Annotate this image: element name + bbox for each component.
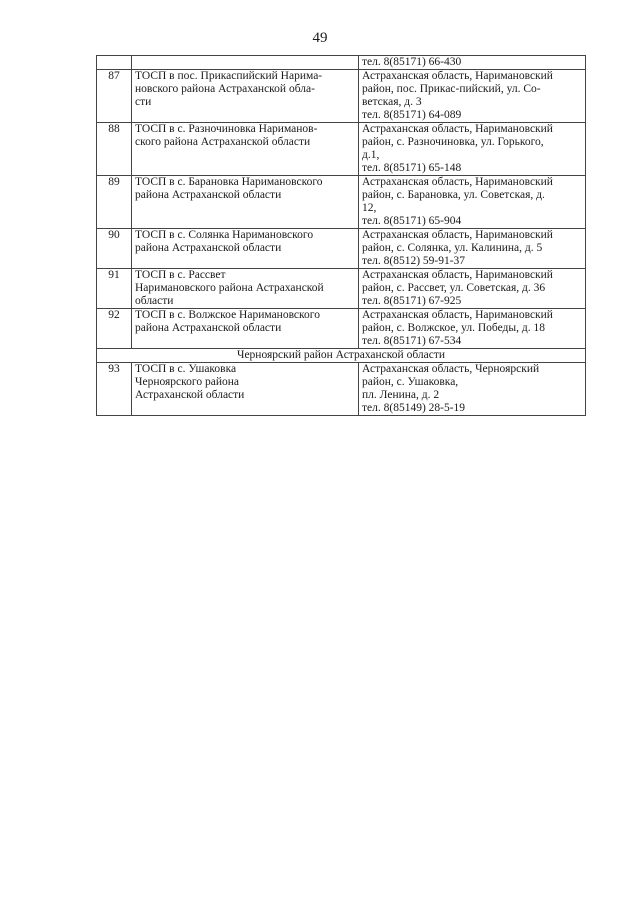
address-line: тел. 8(85171) 66-430 [362, 56, 462, 68]
table-row [97, 70, 586, 123]
organization-address [359, 70, 586, 123]
table-row [97, 229, 586, 269]
address-line: пл. Ленина, д. 2 [362, 389, 440, 401]
row-number: 91 [97, 269, 132, 309]
row-number: 87 [97, 70, 132, 123]
organization-address [359, 56, 586, 70]
name-line: ТОСП в пос. Прикаспийский Нарима- [135, 70, 323, 82]
address-line: район, с. Разночиновка, ул. Горького, [362, 136, 544, 148]
name-line: ТОСП в с. Ушаковка [135, 363, 237, 375]
address-line: тел. 8(8512) 59-91-37 [362, 255, 466, 267]
address-line: район, пос. Прикас-пийский, ул. Со- [362, 83, 541, 95]
name-line: Астраханской области [135, 389, 245, 401]
organization-name [132, 309, 359, 349]
row-number: 89 [97, 176, 132, 229]
organization-name [132, 56, 359, 70]
table-row [97, 309, 586, 349]
organization-name [132, 123, 359, 176]
page-number: 49 [312, 30, 328, 46]
name-line: района Астраханской области [135, 322, 282, 334]
organization-name [132, 363, 359, 416]
address-line: район, с. Барановка, ул. Советская, д. [362, 189, 545, 201]
organization-address [359, 123, 586, 176]
address-line: Астраханская область, Наримановский [362, 229, 553, 241]
table-row [97, 176, 586, 229]
table-row [97, 56, 586, 70]
name-line: района Астраханской области [135, 242, 282, 254]
organization-address [359, 363, 586, 416]
name-line: Черноярского района [135, 376, 239, 388]
address-line: Астраханская область, Наримановский [362, 123, 553, 135]
address-line: тел. 8(85149) 28-5-19 [362, 402, 466, 414]
name-line: района Астраханской области [135, 189, 282, 201]
address-line: Астраханская область, Наримановский [362, 269, 553, 281]
address-line: район, с. Волжское, ул. Победы, д. 18 [362, 322, 545, 334]
address-line: ветская, д. 3 [362, 96, 422, 108]
row-number: 92 [97, 309, 132, 349]
organization-name [132, 229, 359, 269]
address-line: Астраханская область, Наримановский [362, 309, 553, 321]
row-number: 90 [97, 229, 132, 269]
address-line: тел. 8(85171) 65-904 [362, 215, 462, 227]
name-line: области [135, 295, 174, 307]
address-line: тел. 8(85171) 64-089 [362, 109, 462, 121]
row-number: 88 [97, 123, 132, 176]
name-line: ТОСП в с. Солянка Наримановского [135, 229, 314, 241]
address-line: тел. 8(85171) 67-534 [362, 335, 462, 347]
section-row [97, 349, 586, 363]
organization-address [359, 309, 586, 349]
name-line: Наримановского района Астраханской [135, 282, 324, 294]
name-line: сти [135, 96, 152, 108]
table-row [97, 269, 586, 309]
organization-address [359, 176, 586, 229]
address-line: д.1, [362, 149, 380, 161]
address-line: район, с. Солянка, ул. Калинина, д. 5 [362, 242, 543, 254]
table-row [97, 363, 586, 416]
address-line: Астраханская область, Наримановский [362, 70, 553, 82]
address-line: Астраханская область, Наримановский [362, 176, 553, 188]
organization-name [132, 176, 359, 229]
row-number: 93 [97, 363, 132, 416]
table-body [97, 56, 586, 416]
organization-address [359, 229, 586, 269]
section-title: Черноярский район Астраханской области [97, 349, 586, 363]
table-row [97, 123, 586, 176]
address-line: район, с. Ушаковка, [362, 376, 459, 388]
name-line: ТОСП в с. Барановка Наримановского [135, 176, 323, 188]
address-line: 12, [362, 202, 377, 214]
address-line: тел. 8(85171) 65-148 [362, 162, 462, 174]
name-line: ТОСП в с. Волжское Наримановского [135, 309, 320, 321]
organization-name [132, 70, 359, 123]
row-number [97, 56, 132, 70]
address-line: тел. 8(85171) 67-925 [362, 295, 462, 307]
organization-address [359, 269, 586, 309]
name-line: новского района Астраханской обла- [135, 83, 315, 95]
address-line: район, с. Рассвет, ул. Советская, д. 36 [362, 282, 546, 294]
name-line: ТОСП в с. Рассвет [135, 269, 226, 281]
name-line: ТОСП в с. Разночиновка Нариманов- [135, 123, 318, 135]
address-line: Астраханская область, Черноярский [362, 363, 540, 375]
name-line: ского района Астраханской области [135, 136, 311, 148]
organizations-table [96, 55, 586, 416]
organization-name [132, 269, 359, 309]
